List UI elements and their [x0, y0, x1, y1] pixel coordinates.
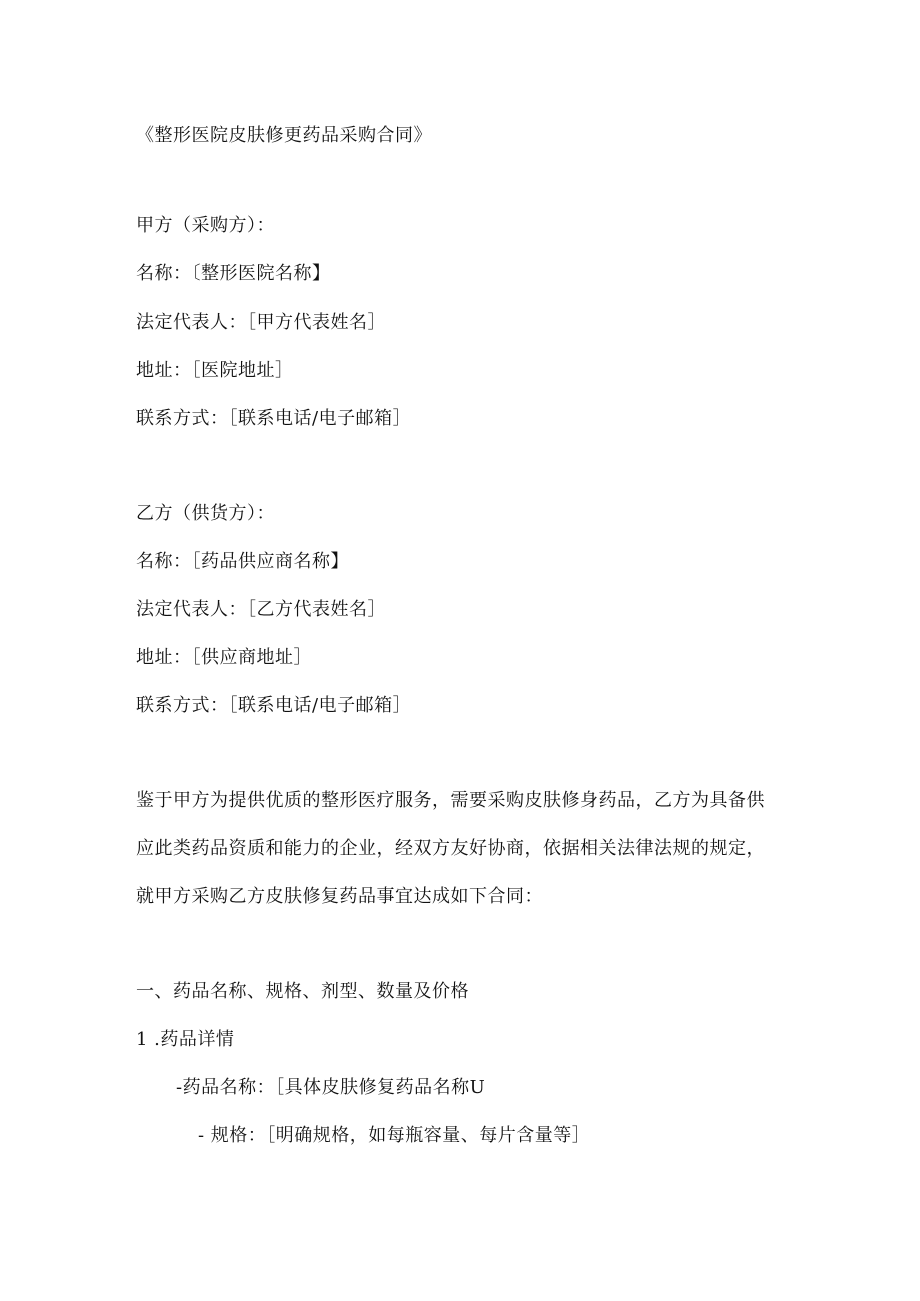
party-a-name: 名称：〔整形医院名称】 — [136, 263, 331, 284]
preamble-line-1: 鉴于甲方为提供优质的整形医疗服务，需要采购皮肤修身药品，乙方为具备供 — [136, 790, 765, 811]
party-b-heading: 乙方（供货方）： — [136, 503, 275, 524]
party-b-address: 地址：［供应商地址］ — [136, 647, 312, 668]
subsection-heading: 1 .药品详情 — [136, 1029, 235, 1050]
drug-name-item: -药品名称：［具体皮肤修复药品名称U — [176, 1077, 486, 1098]
party-b-contact: 联系方式：［联系电话/电子邮箱］ — [136, 695, 412, 716]
party-a-legal-rep: 法定代表人：［甲方代表姓名］ — [136, 312, 386, 333]
preamble-line-3: 就甲方采购乙方皮肤修复药品事宜达成如下合同： — [136, 886, 543, 907]
contract-title: 《整形医院皮肤修更药品采购合同》 — [136, 125, 432, 146]
preamble-line-2: 应此类药品资质和能力的企业，经双方友好协商，依据相关法律法规的规定， — [136, 838, 765, 859]
party-a-contact: 联系方式：［联系电话/电子邮箱］ — [136, 408, 412, 429]
section-heading: 一、药品名称、规格、剂型、数量及价格 — [136, 981, 469, 1002]
party-b-name: 名称：［药品供应商名称】 — [136, 551, 349, 572]
drug-spec-item: - 规格：［明确规格，如每瓶容量、每片含量等］ — [198, 1125, 591, 1146]
party-a-heading: 甲方（采购方）： — [136, 215, 275, 236]
party-a-address: 地址：［医院地址］ — [136, 360, 294, 381]
party-b-legal-rep: 法定代表人：［乙方代表姓名］ — [136, 599, 386, 620]
